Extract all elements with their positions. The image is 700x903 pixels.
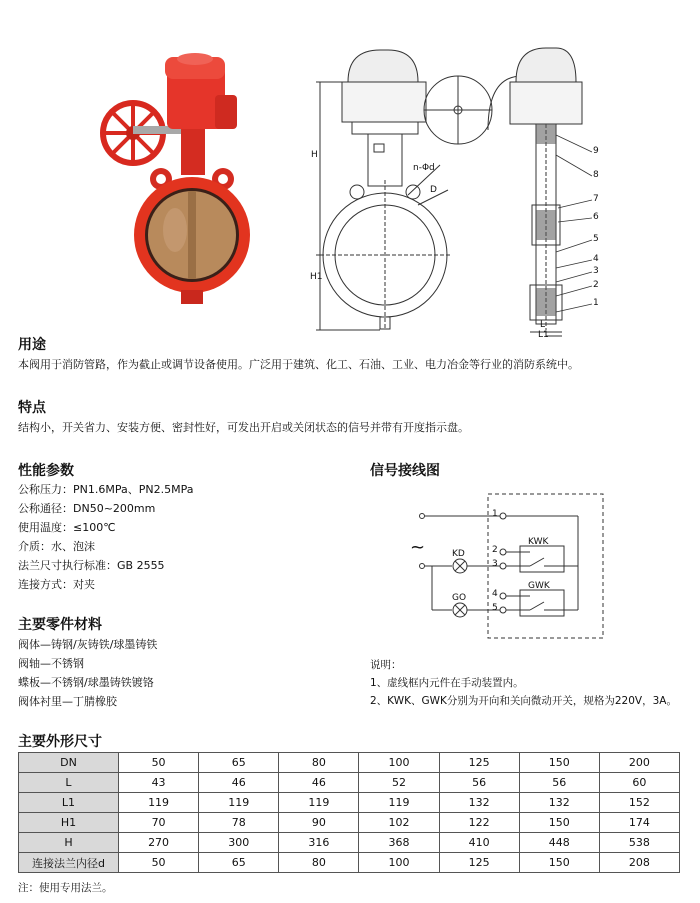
- table-row: [19, 833, 680, 853]
- label-h1: H1: [310, 272, 323, 282]
- dimensions-table: [18, 752, 680, 873]
- table-cell: 125: [439, 853, 519, 873]
- performance-list: [18, 481, 348, 593]
- table-cell: 119: [359, 793, 439, 813]
- table-cell: 80: [279, 753, 359, 773]
- table-cell: 100: [359, 753, 439, 773]
- table-cell: 150: [519, 753, 599, 773]
- table-row: [19, 773, 680, 793]
- table-cell: 56: [439, 773, 519, 793]
- label-d: D: [430, 185, 437, 195]
- table-cell: 174: [599, 813, 679, 833]
- table-cell: 119: [119, 793, 199, 813]
- label-nd: n-Φd: [413, 163, 435, 173]
- table-cell: 80: [279, 853, 359, 873]
- table-cell: 152: [599, 793, 679, 813]
- valve-photo: [95, 45, 275, 315]
- terminal-4: 4: [492, 589, 498, 599]
- table-cell: 119: [279, 793, 359, 813]
- row-label: 连接法兰内径d: [19, 853, 119, 873]
- ac-symbol: ~: [410, 537, 426, 558]
- table-cell: 150: [519, 853, 599, 873]
- usage-text: 本阀用于消防管路，作为截止或调节设备使用。广泛用于建筑、化工、石油、工业、电力冶金等行业的消防系统中。: [18, 358, 579, 371]
- table-cell: 46: [279, 773, 359, 793]
- table-row: [19, 813, 680, 833]
- callout-8: 8: [593, 170, 599, 180]
- label-h: H: [311, 150, 318, 160]
- wiring-diagram: [400, 488, 610, 643]
- row-label: DN: [19, 753, 119, 773]
- callout-9: 9: [593, 146, 599, 156]
- table-row: [19, 853, 680, 873]
- table-cell: 60: [599, 773, 679, 793]
- performance-heading: 性能参数: [18, 463, 74, 479]
- terminal-5: 5: [492, 603, 498, 613]
- switch-kwk-label: KWK: [528, 537, 549, 547]
- table-cell: 65: [199, 753, 279, 773]
- materials-item: 阀轴—不锈钢: [18, 657, 84, 670]
- table-cell: 50: [119, 853, 199, 873]
- terminal-1: 1: [492, 509, 498, 519]
- table-cell: 208: [599, 853, 679, 873]
- callout-1: 1: [593, 298, 599, 308]
- dimensions-heading: 主要外形尺寸: [18, 734, 102, 750]
- lamp-kd-label: KD: [452, 549, 465, 559]
- table-cell: 300: [199, 833, 279, 853]
- materials-item: 蝶板—不锈钢/球墨铸铁镀铬: [18, 676, 154, 689]
- table-cell: 132: [439, 793, 519, 813]
- materials-heading: 主要零件材料: [18, 617, 102, 633]
- table-cell: 200: [599, 753, 679, 773]
- label-l1: L1: [538, 330, 549, 340]
- table-cell: 56: [519, 773, 599, 793]
- materials-item: 阀体—铸钢/灰铸铁/球墨铸铁: [18, 638, 158, 651]
- lamp-go-label: GO: [452, 593, 467, 603]
- table-cell: 410: [439, 833, 519, 853]
- callout-6: 6: [593, 212, 599, 222]
- terminal-2: 2: [492, 545, 498, 555]
- wiring-notes-title: 说明：: [370, 659, 402, 671]
- wiring-note: 1、虚线框内元件在手动装置内。: [370, 677, 524, 689]
- table-cell: 150: [519, 813, 599, 833]
- table-cell: 448: [519, 833, 599, 853]
- switch-gwk-label: GWK: [528, 581, 550, 591]
- row-label: H1: [19, 813, 119, 833]
- callout-2: 2: [593, 280, 599, 290]
- table-cell: 46: [199, 773, 279, 793]
- table-cell: 270: [119, 833, 199, 853]
- table-cell: 122: [439, 813, 519, 833]
- technical-drawing: [300, 40, 620, 340]
- table-cell: 100: [359, 853, 439, 873]
- callout-7: 7: [593, 194, 599, 204]
- table-cell: 125: [439, 753, 519, 773]
- callout-5: 5: [593, 234, 599, 244]
- row-label: H: [19, 833, 119, 853]
- features-text: 结构小，开关省力、安装方便、密封性好，可发出开启或关闭状态的信号并带有开度指示盘。: [18, 421, 469, 434]
- table-cell: 119: [199, 793, 279, 813]
- performance-item: 法兰尺寸执行标准：GB 2555: [18, 559, 165, 572]
- performance-item: 公称压力：PN1.6MPa、PN2.5MPa: [18, 483, 194, 496]
- table-row: [19, 753, 680, 773]
- callout-4: 4: [593, 254, 599, 264]
- features-heading: 特点: [18, 400, 46, 416]
- wiring-note: 2、KWK、GWK分别为开向和关向微动开关，规格为220V，3A。: [370, 695, 677, 707]
- row-label: L: [19, 773, 119, 793]
- label-l: L: [540, 320, 546, 330]
- table-cell: 316: [279, 833, 359, 853]
- table-cell: 52: [359, 773, 439, 793]
- table-cell: 102: [359, 813, 439, 833]
- usage-heading: 用途: [18, 337, 46, 353]
- performance-item: 介质：水、泡沫: [18, 540, 95, 553]
- wiring-heading: 信号接线图: [370, 463, 440, 479]
- performance-item: 使用温度：≤100℃: [18, 521, 116, 534]
- table-cell: 78: [199, 813, 279, 833]
- table-cell: 43: [119, 773, 199, 793]
- table-cell: 50: [119, 753, 199, 773]
- table-cell: 538: [599, 833, 679, 853]
- materials-list: [18, 636, 348, 710]
- dimensions-footnote: 注：使用专用法兰。: [18, 882, 113, 894]
- terminal-3: 3: [492, 559, 498, 569]
- table-cell: 65: [199, 853, 279, 873]
- table-cell: 368: [359, 833, 439, 853]
- table-cell: 90: [279, 813, 359, 833]
- table-cell: 132: [519, 793, 599, 813]
- materials-item: 阀体衬里—丁腈橡胶: [18, 695, 117, 708]
- row-label: L1: [19, 793, 119, 813]
- performance-item: 公称通径：DN50~200mm: [18, 502, 156, 515]
- table-cell: 70: [119, 813, 199, 833]
- table-row: [19, 793, 680, 813]
- callout-3: 3: [593, 266, 599, 276]
- performance-item: 连接方式：对夹: [18, 578, 95, 591]
